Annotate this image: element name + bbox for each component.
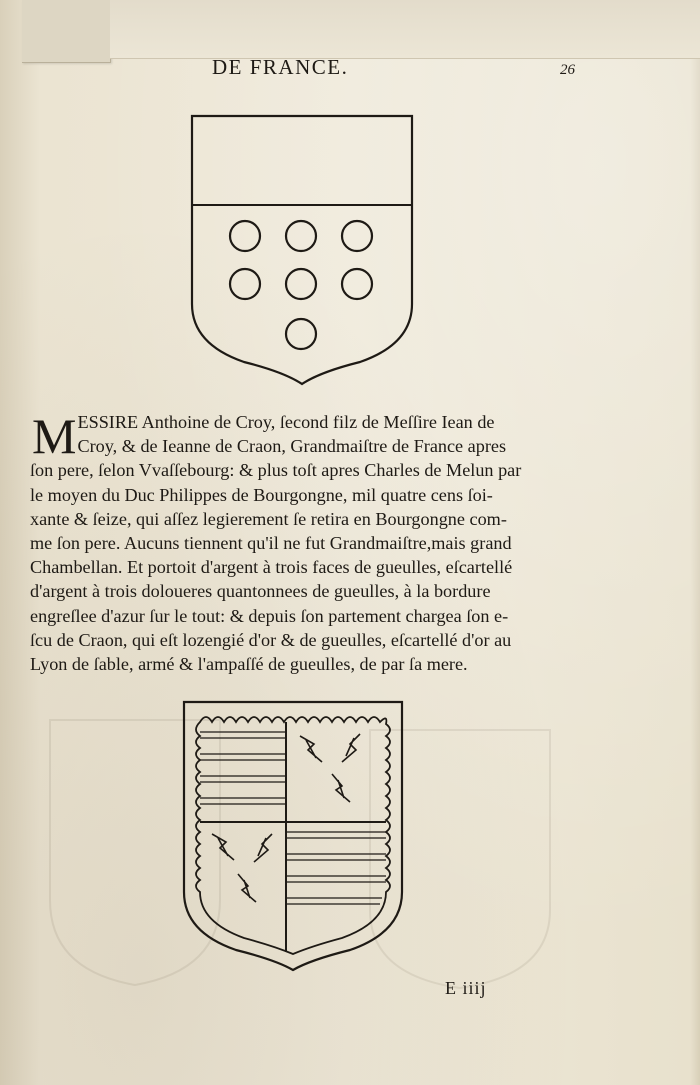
coat-of-arms-quartered: [182, 700, 404, 972]
text-line: Chambellan. Et portoit d'argent à trois faces de gueulles, eſcartellé: [30, 557, 513, 578]
roundel: [342, 269, 372, 299]
page-header: [0, 0, 700, 90]
engrailed-bordure: [196, 717, 390, 954]
text-line: ESSIRE Anthoine de Croy, ſecond filz de Meſſire Iean de: [77, 412, 495, 432]
roundel: [286, 269, 316, 299]
roundel: [230, 221, 260, 251]
text-line: engreſlee d'azur ſur le tout: & depuis ſon partement chargea ſon e-: [30, 605, 509, 626]
text-line: Croy, & de Ieanne de Craon, Grandmaiſtre de France apres: [77, 436, 507, 457]
coat-of-arms-roundels: [190, 114, 415, 386]
fesses-quarter-4: [286, 832, 386, 904]
text-line: ſcu de Craon, qui eſt lozengié d'or & de gueulles, eſcartellé d'or au: [30, 629, 512, 650]
roundel: [286, 319, 316, 349]
text-line: d'argent à trois doloueres quantonnees de gueulles, à la bordure: [30, 581, 491, 602]
text-line: ſon pere, ſelon Vvaſſebourg: & plus toſt apres Charles de Melun par: [30, 460, 522, 481]
roundel: [286, 221, 316, 251]
roundel: [230, 269, 260, 299]
fesses-quarter-1: [200, 732, 286, 804]
text-line: le moyen du Duc Philippes de Bourgongne, mil quatre cens ſoi-: [30, 484, 493, 505]
running-title: DE FRANCE.: [212, 55, 349, 79]
doloires-quarter-3: [212, 834, 272, 902]
entry-paragraph: [30, 410, 575, 676]
text-line: me ſon pere. Aucuns tiennent qu'il ne fut Grandmaiſtre,mais grand: [30, 533, 512, 554]
text-line: Lyon de ſable, armé & l'ampaſſé de gueulles, de par ſa mere.: [30, 654, 468, 675]
text-line: xante & ſeize, qui aſſez legierement ſe retira en Bourgongne com-: [30, 508, 507, 529]
folio-number: 26: [560, 62, 575, 78]
drop-capital: M: [32, 408, 77, 464]
doloires-quarter-2: [300, 734, 360, 802]
roundel: [342, 221, 372, 251]
signature-mark: E iiij: [445, 978, 487, 998]
